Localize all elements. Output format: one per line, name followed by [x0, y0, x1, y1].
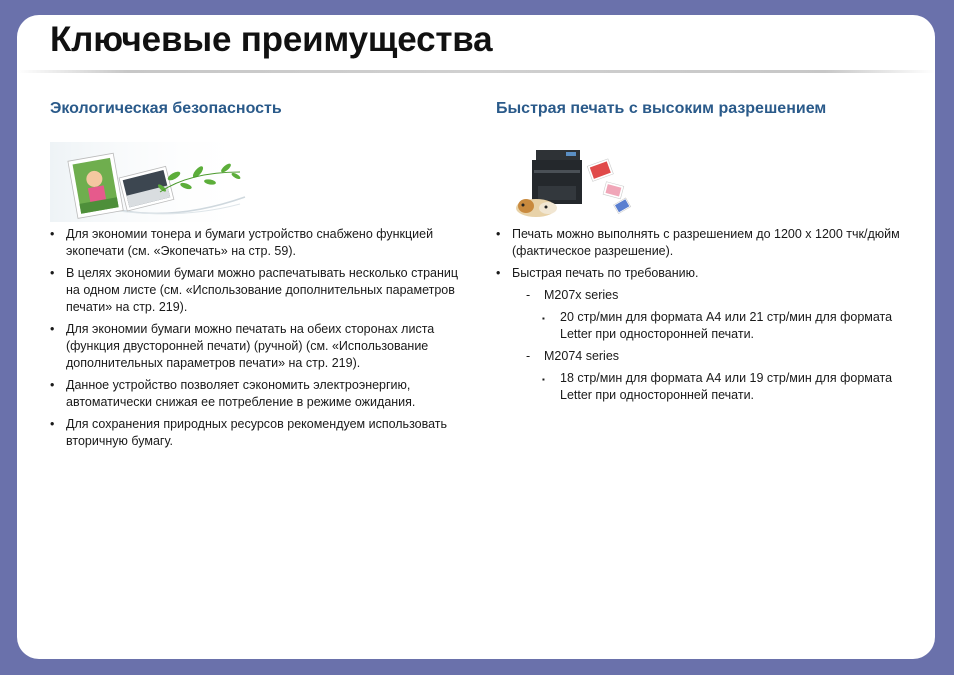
fast-print-bullet-list — [496, 226, 916, 409]
list-item: • Для сохранения природных ресурсов рекомендуем использовать вторичную бумагу. — [50, 416, 470, 450]
list-item: • Печать можно выполнять с разрешением до 1200 x 1200 тчк/дюйм (фактическое разрешение). — [496, 226, 916, 260]
list-item: • В целях экономии бумаги можно распечатывать несколько страниц на одном листе (см. «Использование дополнительных параметров печати» на стр. 219). — [50, 265, 470, 316]
fast-print-heading: Быстрая печать с высоким разрешением — [496, 100, 827, 117]
page-title: Ключевые преимущества — [50, 20, 493, 59]
printer-with-prints-icon — [496, 142, 651, 220]
list-item: • Для экономии тонера и бумаги устройство снабжено функцией экопечати (см. «Экопечать» на стр. 59). — [50, 226, 470, 260]
list-item — [496, 265, 916, 404]
title-divider — [17, 70, 935, 73]
list-item-text: Быстрая печать по требованию. — [512, 266, 699, 280]
list-item: • Для экономии бумаги можно печатать на обеих сторонах листа (функция двусторонней печати) (ручной) (см. «Использование дополнительных параметров печати» на стр. 219). — [50, 321, 470, 372]
eco-photos-leaves-icon — [50, 142, 250, 222]
list-item: • Данное устройство позволяет сэкономить электроэнергию, автоматически снижая ее потребление в режиме ожидания. — [50, 377, 470, 411]
series-detail: ▪ 18 стр/мин для формата A4 или 19 стр/мин для формата Letter при односторонней печати. — [512, 370, 916, 404]
series-name: - M207x series — [512, 287, 916, 304]
series-name: - M2074 series — [512, 348, 916, 365]
document-page — [17, 15, 935, 659]
eco-bullet-list — [50, 226, 470, 455]
series-detail: ▪ 20 стр/мин для формата A4 или 21 стр/мин для формата Letter при односторонней печати. — [512, 309, 916, 343]
eco-heading: Экологическая безопасность — [50, 100, 282, 117]
